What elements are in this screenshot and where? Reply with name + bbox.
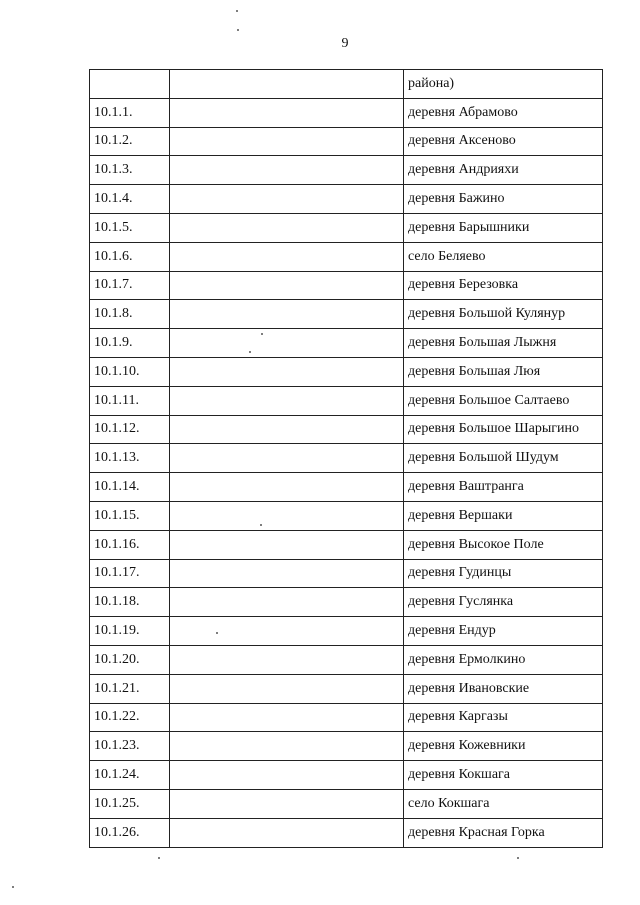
table-row xyxy=(90,386,603,415)
scan-speck xyxy=(237,29,239,31)
row-number-cell: 10.1.6. xyxy=(90,242,170,271)
scan-speck xyxy=(260,524,262,526)
row-blank-cell xyxy=(170,329,404,358)
row-number-cell: 10.1.12. xyxy=(90,415,170,444)
row-blank-cell xyxy=(170,789,404,818)
table-row xyxy=(90,530,603,559)
table-row xyxy=(90,156,603,185)
table-row xyxy=(90,242,603,271)
row-settlement-cell: деревня Кожевники xyxy=(404,732,603,761)
row-settlement-cell: деревня Ендур xyxy=(404,617,603,646)
row-number-cell: 10.1.24. xyxy=(90,761,170,790)
row-settlement-cell: деревня Аксеново xyxy=(404,127,603,156)
scan-speck xyxy=(216,632,218,634)
row-blank-cell xyxy=(170,127,404,156)
row-settlement-cell: деревня Большое Шарыгино xyxy=(404,415,603,444)
row-settlement-cell: деревня Большое Салтаево xyxy=(404,386,603,415)
table-row xyxy=(90,127,603,156)
row-settlement-cell: деревня Гуслянка xyxy=(404,588,603,617)
row-blank-cell xyxy=(170,732,404,761)
row-settlement-cell: деревня Большая Люя xyxy=(404,357,603,386)
table-row xyxy=(90,645,603,674)
table-row xyxy=(90,761,603,790)
row-blank-cell xyxy=(170,271,404,300)
row-settlement-cell: деревня Кокшага xyxy=(404,761,603,790)
table-row xyxy=(90,329,603,358)
header-cell-number xyxy=(90,70,170,99)
table-row xyxy=(90,415,603,444)
row-number-cell: 10.1.1. xyxy=(90,98,170,127)
row-blank-cell xyxy=(170,818,404,847)
row-blank-cell xyxy=(170,213,404,242)
row-number-cell: 10.1.22. xyxy=(90,703,170,732)
table-row xyxy=(90,213,603,242)
row-number-cell: 10.1.15. xyxy=(90,501,170,530)
table-row xyxy=(90,674,603,703)
row-number-cell: 10.1.4. xyxy=(90,185,170,214)
row-number-cell: 10.1.18. xyxy=(90,588,170,617)
table-row xyxy=(90,617,603,646)
row-blank-cell xyxy=(170,674,404,703)
table-header-row xyxy=(90,70,603,99)
row-blank-cell xyxy=(170,98,404,127)
row-number-cell: 10.1.8. xyxy=(90,300,170,329)
row-settlement-cell: деревня Абрамово xyxy=(404,98,603,127)
row-settlement-cell: деревня Березовка xyxy=(404,271,603,300)
scan-speck xyxy=(249,351,251,353)
scan-speck xyxy=(158,857,160,859)
table-row xyxy=(90,300,603,329)
row-settlement-cell: деревня Ермолкино xyxy=(404,645,603,674)
row-number-cell: 10.1.7. xyxy=(90,271,170,300)
row-blank-cell xyxy=(170,501,404,530)
table-row xyxy=(90,473,603,502)
settlements-table xyxy=(89,69,603,848)
row-settlement-cell: деревня Вершаки xyxy=(404,501,603,530)
row-settlement-cell: деревня Большой Кулянур xyxy=(404,300,603,329)
row-number-cell: 10.1.9. xyxy=(90,329,170,358)
row-settlement-cell: деревня Каргазы xyxy=(404,703,603,732)
row-number-cell: 10.1.3. xyxy=(90,156,170,185)
row-number-cell: 10.1.10. xyxy=(90,357,170,386)
row-number-cell: 10.1.17. xyxy=(90,559,170,588)
row-settlement-cell: деревня Гудинцы xyxy=(404,559,603,588)
table-row xyxy=(90,185,603,214)
row-settlement-cell: деревня Ваштранга xyxy=(404,473,603,502)
row-number-cell: 10.1.2. xyxy=(90,127,170,156)
row-number-cell: 10.1.23. xyxy=(90,732,170,761)
row-blank-cell xyxy=(170,415,404,444)
row-number-cell: 10.1.5. xyxy=(90,213,170,242)
table-row xyxy=(90,789,603,818)
row-number-cell: 10.1.14. xyxy=(90,473,170,502)
row-blank-cell xyxy=(170,761,404,790)
row-blank-cell xyxy=(170,357,404,386)
row-blank-cell xyxy=(170,617,404,646)
header-cell-continuation: района) xyxy=(404,70,603,99)
row-blank-cell xyxy=(170,185,404,214)
row-blank-cell xyxy=(170,444,404,473)
table-row xyxy=(90,98,603,127)
row-blank-cell xyxy=(170,156,404,185)
row-blank-cell xyxy=(170,588,404,617)
table-row xyxy=(90,559,603,588)
scan-speck xyxy=(12,886,14,888)
row-blank-cell xyxy=(170,530,404,559)
row-blank-cell xyxy=(170,559,404,588)
row-number-cell: 10.1.11. xyxy=(90,386,170,415)
scan-speck xyxy=(236,10,238,12)
row-settlement-cell: село Беляево xyxy=(404,242,603,271)
row-blank-cell xyxy=(170,386,404,415)
row-number-cell: 10.1.20. xyxy=(90,645,170,674)
row-settlement-cell: деревня Андрияхи xyxy=(404,156,603,185)
table-row xyxy=(90,357,603,386)
table-row xyxy=(90,588,603,617)
row-settlement-cell: деревня Бажино xyxy=(404,185,603,214)
row-blank-cell xyxy=(170,473,404,502)
table-row xyxy=(90,501,603,530)
table-body xyxy=(90,70,603,848)
scan-speck xyxy=(261,333,263,335)
page-number: 9 xyxy=(341,36,349,51)
row-settlement-cell: деревня Большая Лыжня xyxy=(404,329,603,358)
row-settlement-cell: деревня Высокое Поле xyxy=(404,530,603,559)
row-number-cell: 10.1.25. xyxy=(90,789,170,818)
row-settlement-cell: село Кокшага xyxy=(404,789,603,818)
table-row xyxy=(90,271,603,300)
table-row xyxy=(90,703,603,732)
row-settlement-cell: деревня Красная Горка xyxy=(404,818,603,847)
row-settlement-cell: деревня Ивановские xyxy=(404,674,603,703)
row-number-cell: 10.1.13. xyxy=(90,444,170,473)
row-number-cell: 10.1.19. xyxy=(90,617,170,646)
row-blank-cell xyxy=(170,300,404,329)
table-row xyxy=(90,444,603,473)
scan-speck xyxy=(517,857,519,859)
table-row xyxy=(90,732,603,761)
table-row xyxy=(90,818,603,847)
row-number-cell: 10.1.16. xyxy=(90,530,170,559)
row-blank-cell xyxy=(170,645,404,674)
row-number-cell: 10.1.26. xyxy=(90,818,170,847)
row-settlement-cell: деревня Барышники xyxy=(404,213,603,242)
row-blank-cell xyxy=(170,242,404,271)
header-cell-blank xyxy=(170,70,404,99)
row-number-cell: 10.1.21. xyxy=(90,674,170,703)
row-blank-cell xyxy=(170,703,404,732)
row-settlement-cell: деревня Большой Шудум xyxy=(404,444,603,473)
